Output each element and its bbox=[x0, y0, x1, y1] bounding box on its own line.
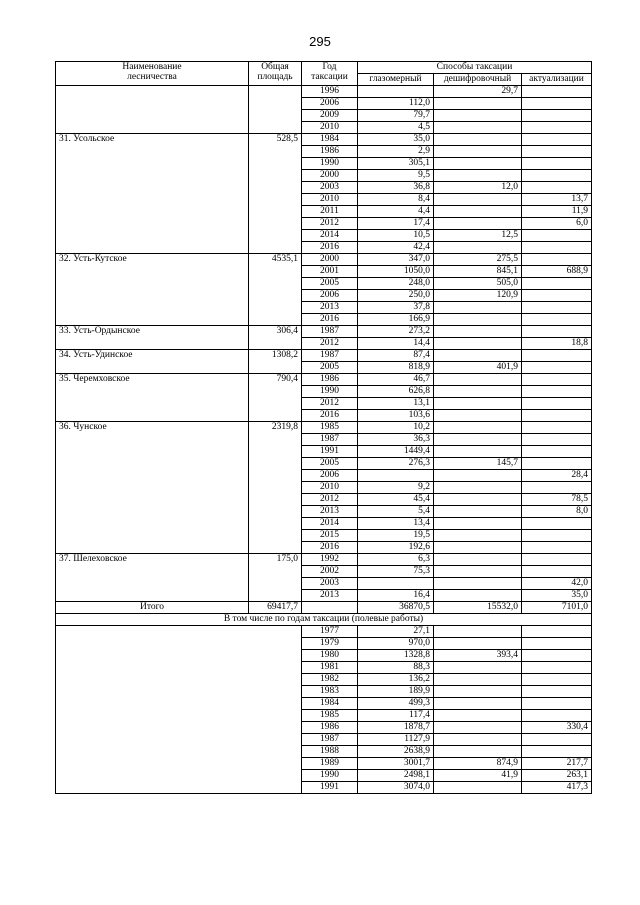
year-cell: 2006 bbox=[302, 470, 358, 482]
year-cell: 1985 bbox=[302, 422, 358, 434]
visual-cell: 112,0 bbox=[358, 98, 434, 110]
decoding-cell bbox=[434, 566, 522, 578]
table-row bbox=[56, 254, 592, 266]
decoding-cell bbox=[434, 710, 522, 722]
total-update: 7101,0 bbox=[522, 602, 592, 614]
update-cell bbox=[522, 182, 592, 194]
decoding-cell bbox=[434, 746, 522, 758]
year-cell: 1988 bbox=[302, 746, 358, 758]
forestry-area: 4535,1 bbox=[249, 254, 302, 326]
year-cell: 1984 bbox=[302, 134, 358, 146]
update-cell bbox=[522, 662, 592, 674]
decoding-cell bbox=[434, 410, 522, 422]
decoding-cell: 12,0 bbox=[434, 182, 522, 194]
visual-cell: 818,9 bbox=[358, 362, 434, 374]
year-cell: 2003 bbox=[302, 578, 358, 590]
visual-cell: 2638,9 bbox=[358, 746, 434, 758]
table-row bbox=[56, 326, 592, 338]
update-cell: 217,7 bbox=[522, 758, 592, 770]
decoding-cell: 145,7 bbox=[434, 458, 522, 470]
decoding-cell bbox=[434, 494, 522, 506]
update-cell bbox=[522, 374, 592, 386]
year-cell: 1987 bbox=[302, 326, 358, 338]
header-name: Наименование лесничества bbox=[56, 62, 249, 86]
forestry-area: 306,4 bbox=[249, 326, 302, 350]
visual-cell: 10,2 bbox=[358, 422, 434, 434]
visual-cell: 192,6 bbox=[358, 542, 434, 554]
year-cell: 2005 bbox=[302, 458, 358, 470]
update-cell bbox=[522, 530, 592, 542]
decoding-cell: 29,7 bbox=[434, 86, 522, 98]
decoding-cell bbox=[434, 314, 522, 326]
visual-cell: 37,8 bbox=[358, 302, 434, 314]
header-decoding: дешифровочный bbox=[434, 74, 522, 86]
table-body bbox=[56, 86, 592, 794]
update-cell bbox=[522, 566, 592, 578]
table-row bbox=[56, 374, 592, 386]
table-row bbox=[56, 86, 592, 98]
visual-cell: 17,4 bbox=[358, 218, 434, 230]
decoding-cell bbox=[434, 554, 522, 566]
year-cell: 1996 bbox=[302, 86, 358, 98]
decoding-cell: 401,9 bbox=[434, 362, 522, 374]
visual-cell: 36,3 bbox=[358, 434, 434, 446]
update-cell bbox=[522, 326, 592, 338]
forestry-area: 790,4 bbox=[249, 374, 302, 422]
visual-cell: 1449,4 bbox=[358, 446, 434, 458]
total-visual: 36870,5 bbox=[358, 602, 434, 614]
year-cell: 2015 bbox=[302, 530, 358, 542]
visual-cell: 8,4 bbox=[358, 194, 434, 206]
visual-cell: 970,0 bbox=[358, 638, 434, 650]
update-cell: 28,4 bbox=[522, 470, 592, 482]
year-cell: 1985 bbox=[302, 710, 358, 722]
year-cell: 2005 bbox=[302, 278, 358, 290]
table-row bbox=[56, 134, 592, 146]
decoding-cell bbox=[434, 194, 522, 206]
visual-cell: 45,4 bbox=[358, 494, 434, 506]
forestry-name: 31. Усольское bbox=[56, 134, 249, 254]
update-cell: 13,7 bbox=[522, 194, 592, 206]
update-cell bbox=[522, 410, 592, 422]
visual-cell: 14,4 bbox=[358, 338, 434, 350]
update-cell bbox=[522, 518, 592, 530]
decoding-cell bbox=[434, 686, 522, 698]
forestry-area: 1308,2 bbox=[249, 350, 302, 374]
header-year: Год таксации bbox=[302, 62, 358, 86]
decoding-cell bbox=[434, 482, 522, 494]
year-cell: 2012 bbox=[302, 338, 358, 350]
update-cell bbox=[522, 458, 592, 470]
header-methods: Способы таксации bbox=[358, 62, 592, 74]
update-cell bbox=[522, 314, 592, 326]
total-label: Итого bbox=[56, 602, 249, 614]
visual-cell: 499,3 bbox=[358, 698, 434, 710]
year-cell: 2011 bbox=[302, 206, 358, 218]
visual-cell: 1328,8 bbox=[358, 650, 434, 662]
forestry-name bbox=[56, 86, 249, 134]
subheader-row bbox=[56, 614, 592, 626]
visual-cell: 273,2 bbox=[358, 326, 434, 338]
decoding-cell bbox=[434, 578, 522, 590]
page-number: 295 bbox=[309, 34, 331, 49]
taxation-table bbox=[55, 61, 592, 794]
update-cell bbox=[522, 422, 592, 434]
forestry-area: 175,0 bbox=[249, 554, 302, 602]
year-cell: 1990 bbox=[302, 770, 358, 782]
year-cell: 1977 bbox=[302, 626, 358, 638]
year-cell: 1979 bbox=[302, 638, 358, 650]
visual-cell: 305,1 bbox=[358, 158, 434, 170]
year-cell: 1982 bbox=[302, 674, 358, 686]
visual-cell: 6,3 bbox=[358, 554, 434, 566]
decoding-cell bbox=[434, 422, 522, 434]
update-cell bbox=[522, 686, 592, 698]
visual-cell: 46,7 bbox=[358, 374, 434, 386]
year-cell: 1990 bbox=[302, 158, 358, 170]
header-area: Общая площадь bbox=[249, 62, 302, 86]
total-area: 69417,7 bbox=[249, 602, 302, 614]
visual-cell: 2,9 bbox=[358, 146, 434, 158]
table-row bbox=[56, 422, 592, 434]
visual-cell: 347,0 bbox=[358, 254, 434, 266]
year-cell: 1983 bbox=[302, 686, 358, 698]
year-cell: 2014 bbox=[302, 518, 358, 530]
update-cell bbox=[522, 146, 592, 158]
decoding-cell bbox=[434, 98, 522, 110]
decoding-cell bbox=[434, 242, 522, 254]
decoding-cell bbox=[434, 146, 522, 158]
year-cell: 1987 bbox=[302, 350, 358, 362]
visual-cell: 136,2 bbox=[358, 674, 434, 686]
visual-cell bbox=[358, 470, 434, 482]
year-cell: 2016 bbox=[302, 314, 358, 326]
visual-cell: 248,0 bbox=[358, 278, 434, 290]
year-cell: 2016 bbox=[302, 242, 358, 254]
decoding-cell bbox=[434, 662, 522, 674]
visual-cell: 35,0 bbox=[358, 134, 434, 146]
decoding-cell bbox=[434, 698, 522, 710]
decoding-cell bbox=[434, 434, 522, 446]
year-cell: 2010 bbox=[302, 482, 358, 494]
update-cell bbox=[522, 446, 592, 458]
update-cell bbox=[522, 98, 592, 110]
year-cell: 1991 bbox=[302, 446, 358, 458]
year-cell: 2013 bbox=[302, 302, 358, 314]
table-row bbox=[56, 554, 592, 566]
forestry-name: 36. Чунское bbox=[56, 422, 249, 554]
visual-cell: 42,4 bbox=[358, 242, 434, 254]
decoding-cell bbox=[434, 302, 522, 314]
year-cell: 2000 bbox=[302, 170, 358, 182]
update-cell: 35,0 bbox=[522, 590, 592, 602]
visual-cell: 36,8 bbox=[358, 182, 434, 194]
decoding-cell: 120,9 bbox=[434, 290, 522, 302]
update-cell: 11,9 bbox=[522, 206, 592, 218]
decoding-cell: 275,5 bbox=[434, 254, 522, 266]
update-cell bbox=[522, 230, 592, 242]
decoding-cell bbox=[434, 530, 522, 542]
visual-cell: 13,1 bbox=[358, 398, 434, 410]
update-cell bbox=[522, 362, 592, 374]
update-cell: 417,3 bbox=[522, 782, 592, 794]
update-cell: 330,4 bbox=[522, 722, 592, 734]
decoding-cell: 505,0 bbox=[434, 278, 522, 290]
year-cell: 2009 bbox=[302, 110, 358, 122]
decoding-cell: 874,9 bbox=[434, 758, 522, 770]
year-cell: 2001 bbox=[302, 266, 358, 278]
visual-cell: 276,3 bbox=[358, 458, 434, 470]
decoding-cell bbox=[434, 398, 522, 410]
visual-cell: 4,4 bbox=[358, 206, 434, 218]
visual-cell: 117,4 bbox=[358, 710, 434, 722]
decoding-cell bbox=[434, 134, 522, 146]
update-cell bbox=[522, 242, 592, 254]
decoding-cell bbox=[434, 350, 522, 362]
decoding-cell: 12,5 bbox=[434, 230, 522, 242]
update-cell bbox=[522, 398, 592, 410]
table-row bbox=[56, 626, 592, 638]
year-cell: 1986 bbox=[302, 374, 358, 386]
year-cell: 1992 bbox=[302, 554, 358, 566]
decoding-cell bbox=[434, 122, 522, 134]
subheader-text: В том числе по годам таксации (полевые работы) bbox=[56, 614, 592, 626]
visual-cell: 75,3 bbox=[358, 566, 434, 578]
decoding-cell bbox=[434, 374, 522, 386]
forestry-name: 34. Усть-Удинское bbox=[56, 350, 249, 374]
year-cell: 1981 bbox=[302, 662, 358, 674]
update-cell bbox=[522, 302, 592, 314]
decoding-cell bbox=[434, 542, 522, 554]
header-update: актуализации bbox=[522, 74, 592, 86]
header-visual: глазомерный bbox=[358, 74, 434, 86]
visual-cell: 87,4 bbox=[358, 350, 434, 362]
year-cell: 2014 bbox=[302, 230, 358, 242]
year-cell: 2006 bbox=[302, 98, 358, 110]
update-cell: 42,0 bbox=[522, 578, 592, 590]
year-cell: 2016 bbox=[302, 410, 358, 422]
update-cell bbox=[522, 122, 592, 134]
update-cell bbox=[522, 158, 592, 170]
decoding-cell bbox=[434, 518, 522, 530]
update-cell bbox=[522, 710, 592, 722]
year-cell: 1980 bbox=[302, 650, 358, 662]
visual-cell: 88,3 bbox=[358, 662, 434, 674]
visual-cell: 9,5 bbox=[358, 170, 434, 182]
update-cell: 18,8 bbox=[522, 338, 592, 350]
visual-cell: 13,4 bbox=[358, 518, 434, 530]
forestry-area: 528,5 bbox=[249, 134, 302, 254]
forestry-name: 32. Усть-Кутское bbox=[56, 254, 249, 326]
update-cell bbox=[522, 626, 592, 638]
visual-cell: 5,4 bbox=[358, 506, 434, 518]
decoding-cell bbox=[434, 338, 522, 350]
visual-cell: 626,8 bbox=[358, 386, 434, 398]
visual-cell: 16,4 bbox=[358, 590, 434, 602]
year-cell: 2013 bbox=[302, 506, 358, 518]
year-cell: 1986 bbox=[302, 146, 358, 158]
visual-cell: 9,2 bbox=[358, 482, 434, 494]
visual-cell: 27,1 bbox=[358, 626, 434, 638]
year-cell: 2013 bbox=[302, 590, 358, 602]
forestry-name: 37. Шелеховское bbox=[56, 554, 249, 602]
decoding-cell bbox=[434, 158, 522, 170]
year-cell: 1987 bbox=[302, 434, 358, 446]
update-cell bbox=[522, 386, 592, 398]
visual-cell: 250,0 bbox=[358, 290, 434, 302]
decoding-cell bbox=[434, 722, 522, 734]
update-cell bbox=[522, 290, 592, 302]
decoding-cell bbox=[434, 386, 522, 398]
year-cell: 1986 bbox=[302, 722, 358, 734]
year-cell: 2012 bbox=[302, 494, 358, 506]
update-cell bbox=[522, 638, 592, 650]
year-cell: 1990 bbox=[302, 386, 358, 398]
visual-cell: 19,5 bbox=[358, 530, 434, 542]
decoding-cell bbox=[434, 218, 522, 230]
update-cell bbox=[522, 554, 592, 566]
update-cell: 688,9 bbox=[522, 266, 592, 278]
visual-cell: 103,6 bbox=[358, 410, 434, 422]
decoding-cell: 41,9 bbox=[434, 770, 522, 782]
year-cell: 1989 bbox=[302, 758, 358, 770]
decoding-cell bbox=[434, 206, 522, 218]
decoding-cell: 845,1 bbox=[434, 266, 522, 278]
update-cell bbox=[522, 170, 592, 182]
visual-cell bbox=[358, 86, 434, 98]
visual-cell: 2498,1 bbox=[358, 770, 434, 782]
update-cell bbox=[522, 434, 592, 446]
total-decoding: 15532,0 bbox=[434, 602, 522, 614]
update-cell bbox=[522, 254, 592, 266]
table-row bbox=[56, 350, 592, 362]
year-cell: 1987 bbox=[302, 734, 358, 746]
update-cell bbox=[522, 746, 592, 758]
total-row bbox=[56, 602, 592, 614]
update-cell: 6,0 bbox=[522, 218, 592, 230]
forestry-area bbox=[249, 86, 302, 134]
visual-cell: 4,5 bbox=[358, 122, 434, 134]
visual-cell: 10,5 bbox=[358, 230, 434, 242]
forestry-name: 35. Черемховское bbox=[56, 374, 249, 422]
update-cell: 78,5 bbox=[522, 494, 592, 506]
visual-cell: 189,9 bbox=[358, 686, 434, 698]
update-cell bbox=[522, 650, 592, 662]
decoding-cell bbox=[434, 638, 522, 650]
year-cell: 2003 bbox=[302, 182, 358, 194]
year-cell: 2000 bbox=[302, 254, 358, 266]
decoding-cell bbox=[434, 734, 522, 746]
year-cell: 2012 bbox=[302, 398, 358, 410]
total-year bbox=[302, 602, 358, 614]
year-cell: 1991 bbox=[302, 782, 358, 794]
update-cell bbox=[522, 698, 592, 710]
decoding-cell bbox=[434, 782, 522, 794]
visual-cell bbox=[358, 578, 434, 590]
decoding-cell bbox=[434, 446, 522, 458]
visual-cell: 3001,7 bbox=[358, 758, 434, 770]
update-cell: 8,0 bbox=[522, 506, 592, 518]
update-cell bbox=[522, 278, 592, 290]
update-cell bbox=[522, 674, 592, 686]
visual-cell: 1050,0 bbox=[358, 266, 434, 278]
decoding-cell bbox=[434, 170, 522, 182]
decoding-cell bbox=[434, 626, 522, 638]
update-cell: 263,1 bbox=[522, 770, 592, 782]
year-cell: 2005 bbox=[302, 362, 358, 374]
year-cell: 2016 bbox=[302, 542, 358, 554]
visual-cell: 1127,9 bbox=[358, 734, 434, 746]
update-cell bbox=[522, 482, 592, 494]
update-cell bbox=[522, 134, 592, 146]
update-cell bbox=[522, 86, 592, 98]
update-cell bbox=[522, 110, 592, 122]
blank-cell bbox=[56, 626, 302, 794]
decoding-cell bbox=[434, 590, 522, 602]
forestry-area: 2319,8 bbox=[249, 422, 302, 554]
visual-cell: 79,7 bbox=[358, 110, 434, 122]
decoding-cell bbox=[434, 470, 522, 482]
year-cell: 2012 bbox=[302, 218, 358, 230]
visual-cell: 1878,7 bbox=[358, 722, 434, 734]
decoding-cell bbox=[434, 110, 522, 122]
decoding-cell: 393,4 bbox=[434, 650, 522, 662]
visual-cell: 166,9 bbox=[358, 314, 434, 326]
year-cell: 2002 bbox=[302, 566, 358, 578]
year-cell: 2010 bbox=[302, 122, 358, 134]
decoding-cell bbox=[434, 674, 522, 686]
decoding-cell bbox=[434, 326, 522, 338]
update-cell bbox=[522, 350, 592, 362]
forestry-name: 33. Усть-Ордынское bbox=[56, 326, 249, 350]
update-cell bbox=[522, 734, 592, 746]
visual-cell: 3074,0 bbox=[358, 782, 434, 794]
decoding-cell bbox=[434, 506, 522, 518]
year-cell: 1984 bbox=[302, 698, 358, 710]
year-cell: 2006 bbox=[302, 290, 358, 302]
update-cell bbox=[522, 542, 592, 554]
year-cell: 2010 bbox=[302, 194, 358, 206]
